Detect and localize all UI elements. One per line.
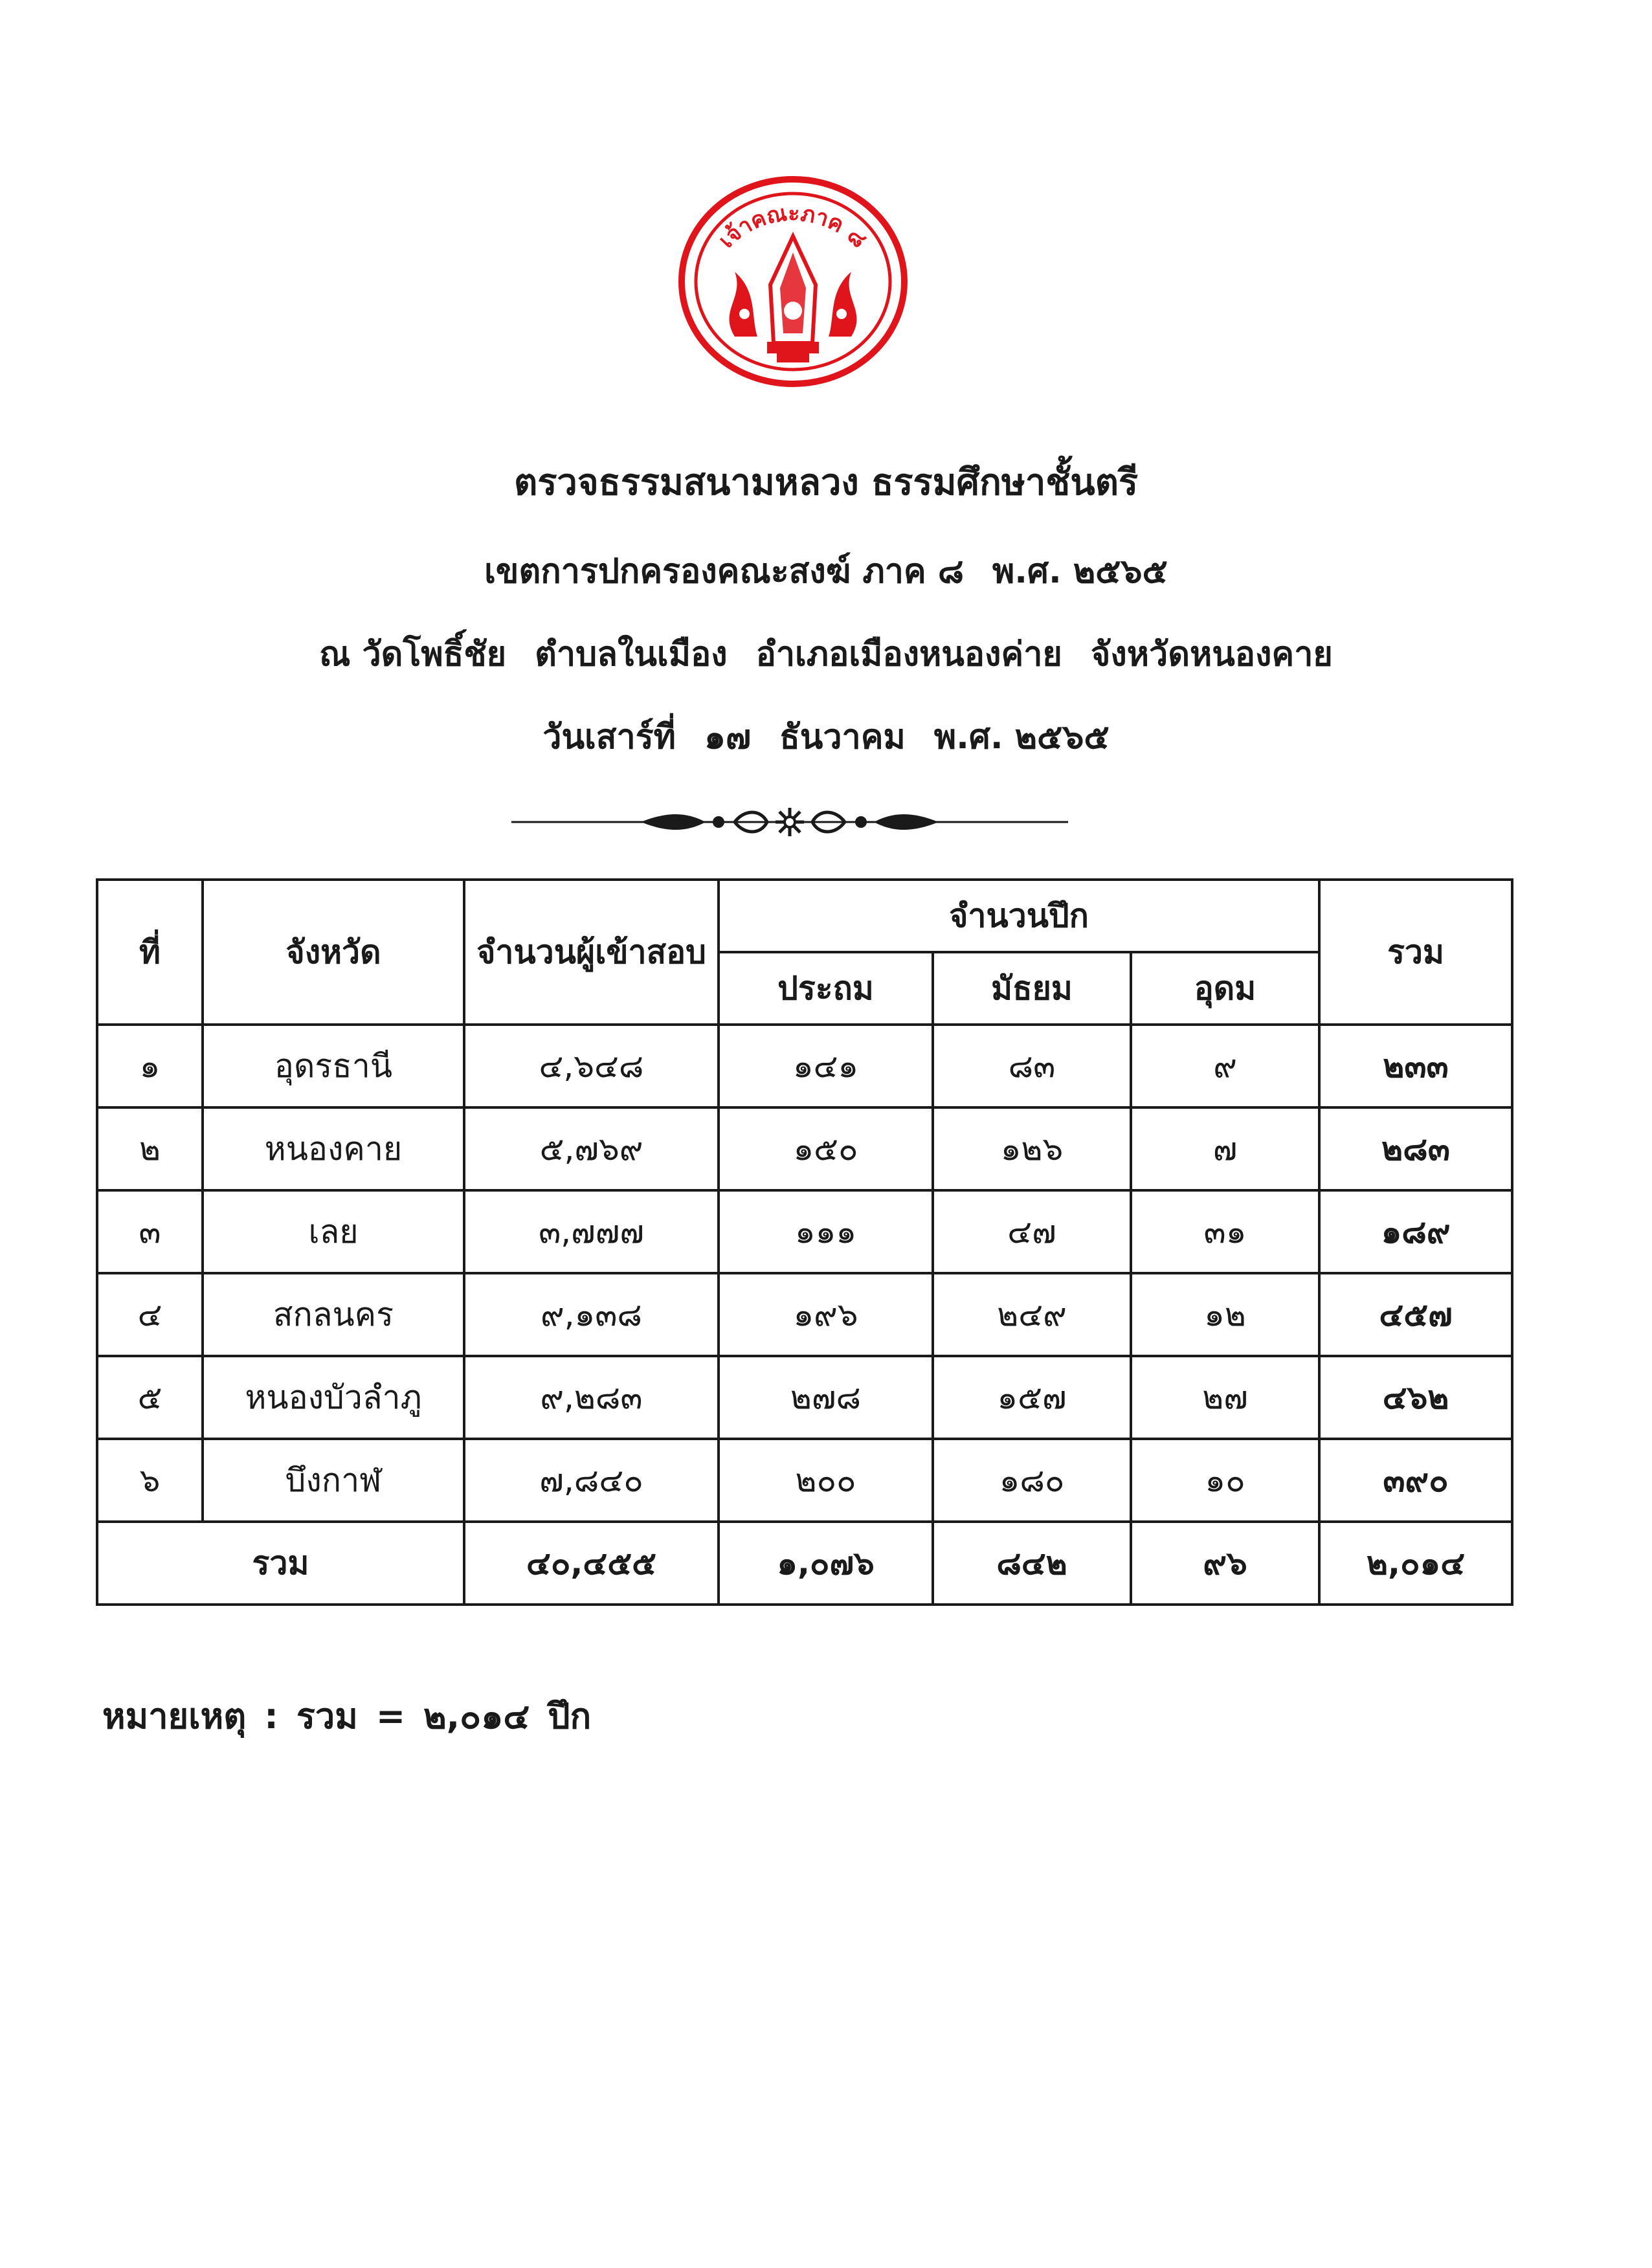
- cell-no: ๑: [97, 1025, 203, 1107]
- header-total: รวม: [1319, 880, 1512, 1025]
- table-row: [97, 1356, 1512, 1439]
- cell-primary: ๑๙๖: [719, 1273, 933, 1356]
- cell-examinees: ๙,๑๓๘: [464, 1273, 719, 1356]
- cell-province: หนองคาย: [203, 1107, 464, 1190]
- remark-line: [102, 1688, 609, 1744]
- cell-province: อุดรธานี: [203, 1025, 464, 1107]
- cell-secondary: ๑๘๐: [933, 1439, 1131, 1522]
- cell-province: สกลนคร: [203, 1273, 464, 1356]
- date-num: ๑๗: [704, 718, 752, 757]
- remark-total-label: รวม: [296, 1696, 358, 1737]
- location-temple: ณ วัดโพธิ์ชัย: [319, 635, 507, 674]
- totals-label: รวม: [97, 1522, 464, 1605]
- svg-text:เจ้าคณะภาค ๘: เจ้าคณะภาค ๘: [713, 200, 872, 254]
- header-primary: ประถม: [719, 952, 933, 1025]
- table-row: [97, 1107, 1512, 1190]
- location-province: จังหวัดหนองคาย: [1090, 635, 1333, 674]
- table-row: [97, 1190, 1512, 1273]
- cell-total: ๒๓๓: [1319, 1025, 1512, 1107]
- location-district: อำเภอเมืองหนองค่าย: [755, 635, 1062, 674]
- cell-primary: ๑๕๐: [719, 1107, 933, 1190]
- header-secondary: มัธยม: [933, 952, 1131, 1025]
- cell-primary: ๒๐๐: [719, 1439, 933, 1522]
- remark-label: หมายเหตุ: [102, 1696, 247, 1737]
- cell-secondary: ๔๗: [933, 1190, 1131, 1273]
- cell-no: ๕: [97, 1356, 203, 1439]
- table-row: [97, 1439, 1512, 1522]
- cell-total: ๔๖๒: [1319, 1356, 1512, 1439]
- cell-province: หนองบัวลำภู: [203, 1356, 464, 1439]
- cell-total: ๑๘๙: [1319, 1190, 1512, 1273]
- region-text: เขตการปกครองคณะสงฆ์ ภาค ๘: [484, 552, 964, 591]
- cell-no: ๒: [97, 1107, 203, 1190]
- cell-primary: ๑๔๑: [719, 1025, 933, 1107]
- location-line: [0, 627, 1652, 680]
- cell-total: ๔๕๗: [1319, 1273, 1512, 1356]
- table-row: [97, 1025, 1512, 1107]
- ornamental-divider: [511, 803, 1068, 841]
- header-examinees: จำนวนผู้เข้าสอบ: [464, 880, 719, 1025]
- region-line: [0, 544, 1652, 597]
- results-table: [96, 878, 1513, 1606]
- header-province: จังหวัด: [203, 880, 464, 1025]
- cell-upper: ๒๗: [1131, 1356, 1319, 1439]
- cell-upper: ๓๑: [1131, 1190, 1319, 1273]
- table-row: [97, 1273, 1512, 1356]
- header-scripts: จำนวนปึก: [719, 880, 1319, 952]
- totals-row: [97, 1522, 1512, 1605]
- location-subdistrict: ตำบลในเมือง: [535, 635, 728, 674]
- totals-secondary: ๘๔๒: [933, 1522, 1131, 1605]
- cell-examinees: ๕,๗๖๙: [464, 1107, 719, 1190]
- cell-upper: ๙: [1131, 1025, 1319, 1107]
- cell-no: ๔: [97, 1273, 203, 1356]
- document-title: ตรวจธรรมสนามหลวง ธรรมศึกษาชั้นตรี: [513, 461, 1139, 504]
- cell-secondary: ๑๕๗: [933, 1356, 1131, 1439]
- cell-secondary: ๒๔๙: [933, 1273, 1131, 1356]
- cell-upper: ๗: [1131, 1107, 1319, 1190]
- cell-examinees: ๗,๘๔๐: [464, 1439, 719, 1522]
- cell-total: ๓๙๐: [1319, 1439, 1512, 1522]
- cell-primary: ๒๗๘: [719, 1356, 933, 1439]
- cell-no: ๓: [97, 1190, 203, 1273]
- cell-secondary: ๘๓: [933, 1025, 1131, 1107]
- date-month: ธันวาคม: [779, 718, 906, 757]
- date-year: พ.ศ. ๒๕๖๕: [933, 718, 1110, 757]
- cell-no: ๖: [97, 1439, 203, 1522]
- totals-upper: ๙๖: [1131, 1522, 1319, 1605]
- remark-colon: :: [264, 1696, 278, 1737]
- cell-examinees: ๓,๗๗๗: [464, 1190, 719, 1273]
- remark-equals: =: [375, 1696, 406, 1737]
- cell-primary: ๑๑๑: [719, 1190, 933, 1273]
- cell-examinees: ๙,๒๘๓: [464, 1356, 719, 1439]
- remark-value: ๒,๐๑๔: [423, 1696, 530, 1737]
- header-no: ที่: [97, 880, 203, 1025]
- remark-unit: ปึก: [548, 1696, 592, 1737]
- cell-province: บึงกาฬ: [203, 1439, 464, 1522]
- cell-total: ๒๘๓: [1319, 1107, 1512, 1190]
- region-year: พ.ศ. ๒๕๖๕: [992, 552, 1168, 591]
- sangha-seal-logo: [673, 175, 913, 388]
- totals-total: ๒,๐๑๔: [1319, 1522, 1512, 1605]
- totals-primary: ๑,๐๗๖: [719, 1522, 933, 1605]
- cell-examinees: ๔,๖๔๘: [464, 1025, 719, 1107]
- cell-upper: ๑๒: [1131, 1273, 1319, 1356]
- cell-secondary: ๑๒๖: [933, 1107, 1131, 1190]
- cell-upper: ๑๐: [1131, 1439, 1319, 1522]
- cell-province: เลย: [203, 1190, 464, 1273]
- totals-examinees: ๔๐,๔๕๕: [464, 1522, 719, 1605]
- header-upper: อุดม: [1131, 952, 1319, 1025]
- date-day: วันเสาร์ที่: [542, 718, 676, 757]
- date-line: [0, 709, 1652, 763]
